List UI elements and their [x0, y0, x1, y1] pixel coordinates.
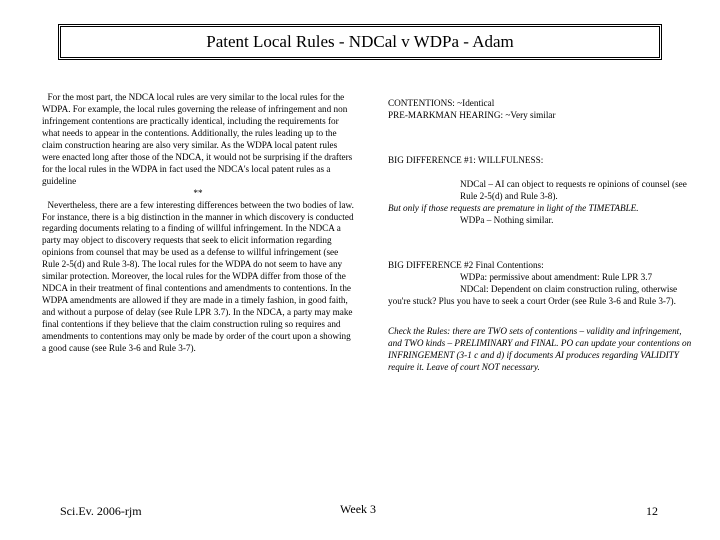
slide-title-box	[58, 24, 662, 60]
check-rules-note: Check the Rules: there are TWO sets of contentions – validity and infringement, and TWO kinds – PRELIMINARY and FINAL. PO can update your contentions on INFRINGEMENT (3-1 c and d) if documents AI produces regarding VALIDITY require it. Leave of court NOT necessary.	[388, 326, 692, 373]
slide-title: Patent Local Rules - NDCal v WDPa - Adam	[206, 32, 514, 51]
left-paragraph-2: Nevertheless, there are a few interesting differences between the two bodies of law. For instance, there is a big distinction in the manner in which discovery is conducted regarding documents relating to a finding of willful infringement. In the NDCA a party may object to discovery requests that seek to elicit information regarding opinions from counsel that may be used as a defense to willful infringement (see Rule 2-5(d) and Rule 3-8). The local rules for the WDPA do not seem to have any similar protection. Moreover, the local rules for the WDPA differ from those of the NDCA in their treatment of final contentions and amendments to contentions. In the WDPA amendments are allowed if they are made in a timely fashion, in good faith, and without a purpose of delay (see Rule LPR 3.7). In the NDCA, a party may make final contentions if they believe that the claim construction ruling so requires and amendments to contentions may only be made by order of the court upon a showing a good cause (see Rule 3-6 and Rule 3-7).	[42, 199, 354, 354]
big-difference-1-heading: BIG DIFFERENCE #1: WILLFULNESS:	[388, 154, 544, 165]
wdpa-amendment-text: WDPa: permissive about amendment: Rule LPR 3.7	[460, 271, 653, 282]
ndcal-amendment-text: NDCal: Dependent on claim construction ruling, otherwise you're stuck? Plus you have to seek a court Order (see Rule 3-6 and Rule 3-7).	[388, 283, 678, 306]
big-difference-2-heading: BIG DIFFERENCE #2 Final Contentions:	[388, 259, 544, 270]
footer-week: Week 3	[340, 502, 377, 516]
premarkman-line: PRE-MARKMAN HEARING: ~Very similar	[388, 109, 556, 120]
right-column	[388, 98, 694, 374]
slide-number: 12	[646, 504, 658, 518]
contentions-line: CONTENTIONS: ~Identical	[388, 98, 495, 108]
timetable-note: But only if those requests are premature in light of the TIMETABLE.	[388, 202, 639, 213]
left-column	[42, 92, 354, 355]
left-paragraph-1: For the most part, the NDCA local rules are very similar to the local rules for the WDPA. For example, the local rules governing the release of infringement and non infringement contentions are practically identical, including the requirements for what needs to appear in the contentions. Additionally, the rules leading up to the claim construction hearing are also very similar. As the WDPA local patent rules were enacted long after those of the NDCA, it would not be surprising if the drafters for the local rules in the WDPA in fact used the NDCA's local patent rules as a guideline	[42, 92, 353, 186]
footer-course: Sci.Ev. 2006-rjm	[60, 504, 142, 518]
left-divider: **	[193, 187, 203, 198]
ndcal-willfulness-text: NDCal – AI can object to requests re opinions of counsel (see Rule 2-5(d) and Rule 3-8).	[460, 178, 687, 201]
wdpa-willfulness-text: WDPa – Nothing similar.	[460, 214, 554, 225]
